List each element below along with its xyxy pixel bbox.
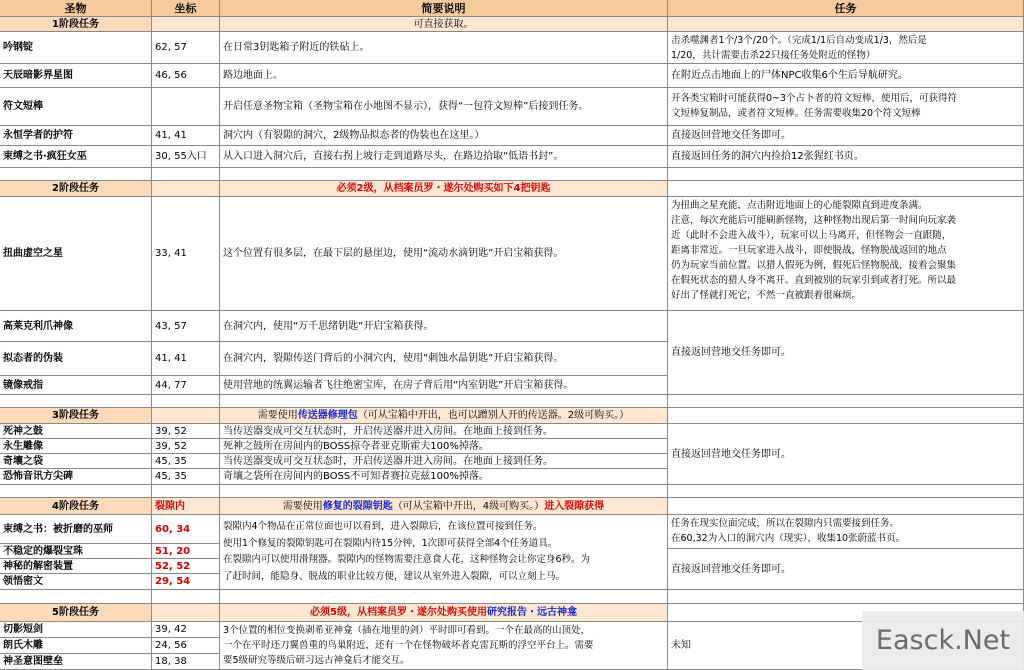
relic-name: 永恒学者的护符 bbox=[0, 126, 152, 146]
relic-coord: 60, 34 bbox=[152, 515, 220, 544]
spacer-cell bbox=[152, 590, 220, 604]
relic-coord: 39, 42 bbox=[152, 622, 220, 638]
stage2-task-rest: 直接返回营地交任务即可。 bbox=[668, 311, 1024, 395]
stage4-task2: 直接返回营地交任务即可。 bbox=[668, 549, 1024, 590]
task-line: 近（此时不会进入战斗），玩家可以上马离开，但怪物会一直跟随， bbox=[671, 230, 952, 241]
relic-coord: 45, 35 bbox=[152, 454, 220, 469]
spacer-cell bbox=[668, 395, 1024, 408]
stage4-title: 4阶段任务 bbox=[0, 498, 152, 515]
relic-coord: 52, 52 bbox=[152, 559, 220, 574]
relic-name: 朗氏木雕 bbox=[0, 638, 152, 654]
desc-line: 在裂隙内可以使用滑翔器。裂隙内的怪物需要注意食人花，这种怪物会让你定身6秒。为 bbox=[223, 554, 591, 565]
task-line: 为扭曲之星充能，点击附近地面上的心能裂隙直到进度条满。 bbox=[671, 200, 928, 211]
stage1-coord-blank bbox=[152, 17, 220, 32]
note-text: （可从宝箱中开出，4级可购买。） bbox=[392, 501, 545, 512]
spacer-cell bbox=[668, 485, 1024, 498]
header-relic: 圣物 bbox=[0, 0, 152, 17]
note-text: 需要使用 bbox=[282, 501, 323, 512]
stage2-title: 2阶段任务 bbox=[0, 181, 152, 197]
stage4-note bbox=[220, 498, 668, 515]
spacer-cell bbox=[0, 590, 152, 604]
relic-coord: 30, 55入口 bbox=[152, 146, 220, 168]
stage3-title: 3阶段任务 bbox=[0, 408, 152, 424]
task-line: 仍为玩家当前位置。以猎人假死为例，假死后怪物脱战，接着会聚集 bbox=[671, 260, 957, 271]
relic-coord: 39, 52 bbox=[152, 439, 220, 454]
stage2-task-blank bbox=[668, 181, 1024, 197]
relic-coord: 24, 56 bbox=[152, 638, 220, 654]
relic-coord: 39, 52 bbox=[152, 424, 220, 439]
stage5-desc bbox=[220, 622, 668, 670]
relic-coord: 29, 54 bbox=[152, 574, 220, 590]
stage5-coord-blank bbox=[152, 604, 220, 622]
relic-name: 神秘的解密装置 bbox=[0, 559, 152, 574]
relic-name: 恐怖音讯方尖碑 bbox=[0, 469, 152, 485]
relic-task bbox=[668, 88, 1024, 126]
task-line: 距离非常近。一旦玩家进入战斗，即使脱战，怪物脱战返回的地点 bbox=[671, 245, 947, 256]
task-line: 好出了怪就打死它，不然一直被跟着很麻烦。 bbox=[671, 290, 862, 301]
stage1-task-blank bbox=[668, 17, 1024, 32]
relic-coord: 44, 77 bbox=[152, 376, 220, 395]
task-line: 击杀噬渊者1个/3个/20个。（完成1/1后自动变成1/3，然后是 bbox=[671, 35, 927, 46]
spacer-cell bbox=[220, 590, 668, 604]
relic-coord: 62, 57 bbox=[152, 32, 220, 64]
relic-desc: 死神之鼓所在房间内的BOSS掠夺者亚克斯霍夫100%掉落。 bbox=[220, 439, 668, 454]
relic-desc: 在洞穴内，使用“万千思绪钥匙”开启宝箱获得。 bbox=[220, 311, 668, 342]
stage5-note bbox=[220, 604, 668, 622]
relic-desc: 从入口进入洞穴后，直接右拐上坡行走到道路尽头，在路边拾取“低语书封”。 bbox=[220, 146, 668, 168]
spacer-cell bbox=[668, 590, 1024, 604]
task-line: 文短棒复制品，或者符文短棒。任务需要收集20个符文短棒 bbox=[671, 108, 921, 119]
relic-desc: 这个位置有很多层，在最下层的悬崖边，使用“流动水滴钥匙”开启宝箱获得。 bbox=[220, 197, 668, 311]
relic-desc: 当传送器变成可交互状态时，开启传送器并进入房间。在地面上接到任务。 bbox=[220, 424, 668, 439]
relic-name: 天辰暗影界星图 bbox=[0, 64, 152, 88]
relic-desc: 在日常3钥匙箱子附近的铁砧上。 bbox=[220, 32, 668, 64]
relic-desc: 在洞穴内，裂隙传送门背后的小洞穴内，使用“刺蚀水晶钥匙”开启宝箱获得。 bbox=[220, 342, 668, 376]
stage2-note: 必须2级，从档案员罗・遂尔处购买如下4把钥匙 bbox=[220, 181, 668, 197]
spacer-cell bbox=[152, 395, 220, 408]
relic-desc: 洞穴内（有裂隙的洞穴，2级物品拟态者的伪装也在这里。） bbox=[220, 126, 668, 146]
relic-coord bbox=[152, 88, 220, 126]
note-text: （可从宝箱中开出，也可以蹭别人开的传送器。2级可购买。） bbox=[357, 410, 630, 421]
relic-task: 直接返回任务的洞穴内捡拾12张猩红书页。 bbox=[668, 146, 1024, 168]
stage4-coord: 裂隙内 bbox=[152, 498, 220, 515]
spacer-cell bbox=[152, 168, 220, 181]
task-line: 任务在现实位面完成，所以在裂隙内只需要接到任务。 bbox=[671, 518, 900, 529]
desc-line: 使用1个修复的裂隙钥匙可在裂隙内待15分钟，1次即可获得全部4个任务道具。 bbox=[223, 537, 558, 549]
spacer-cell bbox=[668, 168, 1024, 181]
relic-coord: 45, 35 bbox=[152, 469, 220, 485]
desc-line: 要5级研究等级后研习远古神龛后才能交互。 bbox=[223, 655, 410, 666]
desc-line: 3个位置的相位变换剥希亚神龛（插在地里的剑）平时即可看到。一个在最高的山顶处， bbox=[223, 625, 591, 636]
spacer-cell bbox=[152, 485, 220, 498]
relic-name: 吟钢锭 bbox=[0, 32, 152, 64]
stage3-task: 直接返回营地交任务即可。 bbox=[668, 424, 1024, 485]
relic-name: 领悟密文 bbox=[0, 574, 152, 590]
relic-name: 拟态者的伪装 bbox=[0, 342, 152, 376]
relic-task: 在附近点击地面上的尸体NPC收集6个生后导航研究。 bbox=[668, 64, 1024, 88]
site-watermark: Easck.Net bbox=[862, 611, 1024, 670]
relic-name: 束缚之书：被折磨的巫师 bbox=[0, 515, 152, 544]
stage1-title: 1阶段任务 bbox=[0, 17, 152, 32]
note-item: 传送器修理包 bbox=[297, 410, 358, 421]
relic-desc: 路边地面上。 bbox=[220, 64, 668, 88]
stage5-task: 未知 bbox=[668, 622, 1024, 670]
stage4-task-blank bbox=[668, 498, 1024, 515]
relic-name: 符文短棒 bbox=[0, 88, 152, 126]
desc-line: 裂隙内4个物品在正常位面也可以看到，进入裂隙后，在该位置可接到任务。 bbox=[223, 521, 543, 532]
relic-name: 扭曲虚空之星 bbox=[0, 197, 152, 311]
relic-coord: 51, 20 bbox=[152, 544, 220, 559]
relic-name: 奇壤之袋 bbox=[0, 454, 152, 469]
desc-line: 了赶时间，能隐身、脱战的职业比较方便，建议从室外进入裂隙，可以立刻上马。 bbox=[223, 570, 566, 582]
spacer-cell bbox=[0, 395, 152, 408]
relic-desc: 当传送器变成可交互状态时，开启传送器并进入房间。在地面上接到任务。 bbox=[220, 454, 668, 469]
stage3-coord-blank bbox=[152, 408, 220, 424]
relic-coord: 18, 38 bbox=[152, 654, 220, 670]
spacer-cell bbox=[0, 485, 152, 498]
note-text: 必须5级，从档案员罗・遂尔处购买使用 bbox=[310, 607, 487, 618]
relic-name: 死神之鼓 bbox=[0, 424, 152, 439]
relic-task bbox=[668, 32, 1024, 64]
stage2-coord-blank bbox=[152, 181, 220, 197]
spacer-cell bbox=[220, 485, 668, 498]
relic-name: 镜像戒指 bbox=[0, 376, 152, 395]
note-text: 需要使用 bbox=[257, 410, 298, 421]
relic-desc: 开启任意圣物宝箱（圣物宝箱在小地图不显示），获得“一包符文短棒”后接到任务。 bbox=[220, 88, 668, 126]
stage3-task-blank bbox=[668, 408, 1024, 424]
task-line: 在假死状态的猎人身不离开。直到被别的玩家引到或者打死。所以最 bbox=[671, 275, 957, 286]
stage4-desc bbox=[220, 515, 668, 590]
relic-coord: 43, 57 bbox=[152, 311, 220, 342]
task-line: 1/20，共计需要击杀22只接任务处附近的怪物） bbox=[671, 50, 876, 61]
header-task: 任务 bbox=[668, 0, 1024, 17]
relic-name: 永生雕像 bbox=[0, 439, 152, 454]
spacer-cell bbox=[220, 395, 668, 408]
stage5-title: 5阶段任务 bbox=[0, 604, 152, 622]
relic-coord: 41, 41 bbox=[152, 126, 220, 146]
spacer-cell bbox=[220, 168, 668, 181]
spacer-cell bbox=[0, 168, 152, 181]
task-line: 在60,32为入口的洞穴内（现实），收集10张蔚蓝书页。 bbox=[671, 533, 906, 544]
relic-name: 神圣意图壁垒 bbox=[0, 654, 152, 670]
relic-coord: 46, 56 bbox=[152, 64, 220, 88]
relic-coord: 41, 41 bbox=[152, 342, 220, 376]
relic-desc: 使用营地的统翼运输者飞往绝密宝库，在房子背后用“内室钥匙”开启宝箱获得。 bbox=[220, 376, 668, 395]
relic-name: 不稳定的爆裂宝珠 bbox=[0, 544, 152, 559]
relic-coord: 33, 41 bbox=[152, 197, 220, 311]
header-coord: 坐标 bbox=[152, 0, 220, 17]
header-desc: 简要说明 bbox=[220, 0, 668, 17]
note-item: 修复的裂隙钥匙 bbox=[322, 501, 393, 512]
relic-name: 切影短剑 bbox=[0, 622, 152, 638]
stage1-note: 可直接获取。 bbox=[220, 17, 668, 32]
stage3-note bbox=[220, 408, 668, 424]
task-line: 注意，每次充能后可能刷新怪物，这种怪物出现后第一时间向玩家袭 bbox=[671, 215, 957, 226]
note-action: 进入裂隙获得 bbox=[544, 501, 605, 512]
stage2-task-main bbox=[668, 197, 1024, 311]
relic-task: 直接返回营地交任务即可。 bbox=[668, 126, 1024, 146]
task-line: 开各类宝箱时可能获得0~3个占卜者的符文短棒，使用后，可获得符 bbox=[671, 93, 958, 104]
stage4-task1 bbox=[668, 515, 1024, 549]
relic-name: 束缚之书·疯狂女巫 bbox=[0, 146, 152, 168]
relic-desc: 奇壤之袋所在房间内的BOSS不可知者赛拉克兹100%掉落。 bbox=[220, 469, 668, 485]
relic-name: 高莱克利爪神像 bbox=[0, 311, 152, 342]
desc-line: 一个在平时还刀翼兽重的鸟巢附近，还有一个在怪物破坏者克雷瓦斯的浮空平台上。需要 bbox=[223, 640, 594, 651]
note-item: 研究报告・远古神龛 bbox=[486, 607, 577, 618]
